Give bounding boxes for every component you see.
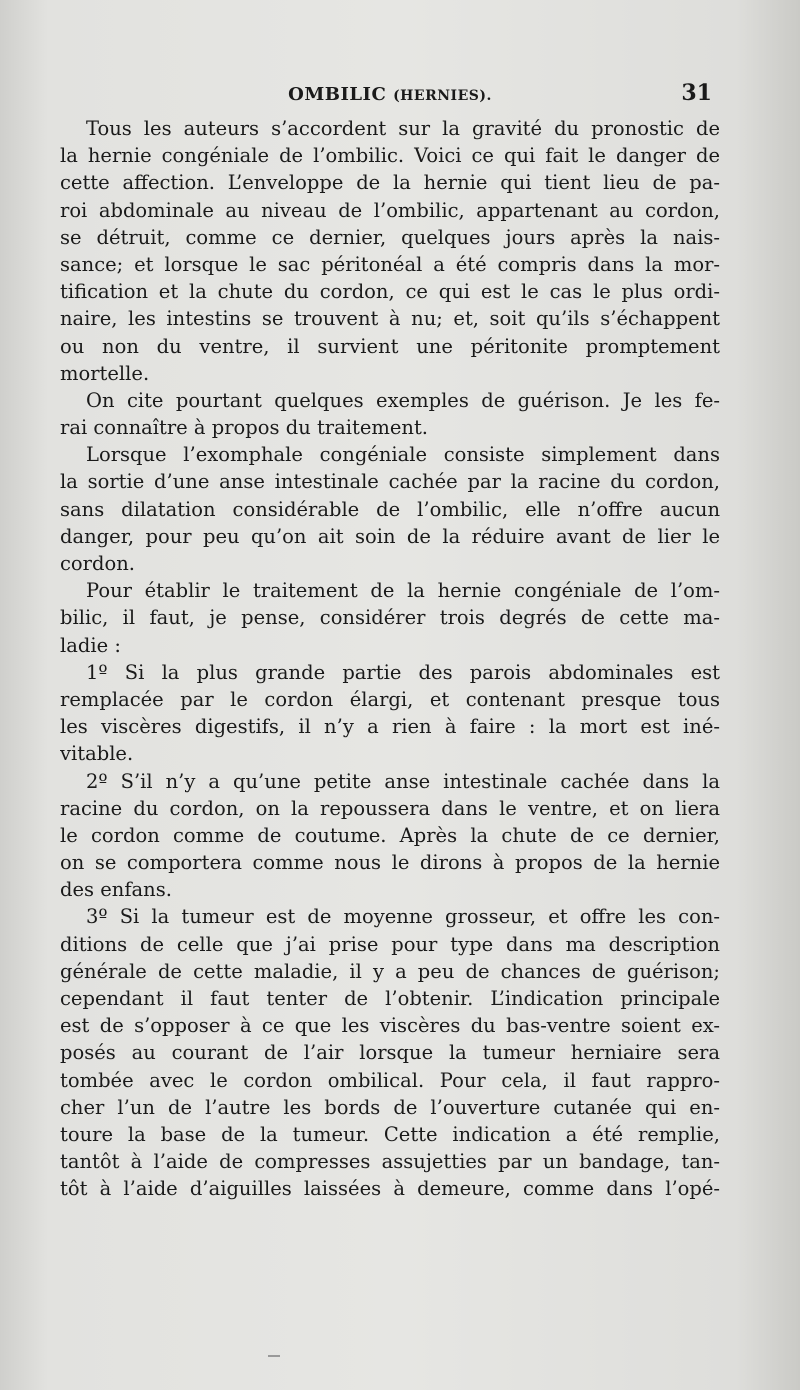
text-line: mortelle. bbox=[60, 361, 150, 385]
text-line: 1º Si la plus grande partie des parois abdominales est bbox=[86, 660, 720, 684]
page-number: 31 bbox=[681, 80, 712, 106]
text-line: se détruit, comme ce dernier, quelques jours après la nais- bbox=[60, 225, 720, 249]
text-line: ou non du ventre, il survient une péritonite promptement bbox=[60, 334, 720, 358]
text-line: la sortie d’une anse intestinale cachée par la racine du cordon, bbox=[60, 470, 720, 494]
text-line: tification et la chute du cordon, ce qui est le cas le plus ordi- bbox=[60, 280, 720, 304]
text-line: Tous les auteurs s’accordent sur la gravité du pronostic de bbox=[86, 117, 720, 140]
text-line: cette affection. L’enveloppe de la hernie qui tient lieu de pa- bbox=[60, 171, 720, 195]
text-line: danger, pour peu qu’on ait soin de la réduire avant de lier le bbox=[60, 524, 720, 548]
print-mark bbox=[268, 1355, 280, 1357]
text-line: rai connaître à propos du traitement. bbox=[60, 416, 428, 440]
text-line: bilic, il faut, je pense, considérer trois degrés de cette ma- bbox=[60, 606, 720, 630]
body-text bbox=[60, 115, 720, 1203]
text-line: sance; et lorsque le sac péritonéal a été compris dans la mor- bbox=[60, 252, 720, 276]
text-line: cher l’un de l’autre les bords de l’ouverture cutanée qui en- bbox=[60, 1095, 720, 1119]
text-line: 3º Si la tumeur est de moyenne grosseur, et offre les con- bbox=[86, 905, 720, 929]
text-line: les viscères digestifs, il n’y a rien à faire : la mort est iné- bbox=[60, 715, 720, 739]
running-head bbox=[60, 84, 720, 105]
text-line: roi abdominale au niveau de l’ombilic, appartenant au cordon, bbox=[60, 198, 720, 222]
text-line: est de s’opposer à ce que les viscères du bas-ventre soient ex- bbox=[60, 1014, 720, 1038]
running-head-title: OMBILIC bbox=[288, 84, 387, 105]
text-line: remplacée par le cordon élargi, et contenant presque tous bbox=[60, 687, 720, 711]
text-line: tôt à l’aide d’aiguilles laissées à demeure, comme dans l’opé- bbox=[60, 1177, 720, 1201]
text-line: le cordon comme de coutume. Après la chute de ce dernier, bbox=[60, 823, 720, 847]
text-line: on se comportera comme nous le dirons à propos de la hernie bbox=[60, 851, 720, 875]
text-line: vitable. bbox=[60, 742, 134, 766]
text-line: ditions de celle que j’ai prise pour type dans ma description bbox=[60, 932, 720, 956]
text-line: 2º S’il n’y a qu’une petite anse intestinale cachée dans la bbox=[86, 769, 720, 793]
text-line: cependant il faut tenter de l’obtenir. L’indication principale bbox=[60, 987, 720, 1010]
text-line: posés au courant de l’air lorsque la tumeur herniaire sera bbox=[60, 1041, 720, 1065]
text-line: tombée avec le cordon ombilical. Pour cela, il faut rappro- bbox=[60, 1068, 720, 1092]
text-line: des enfans. bbox=[60, 878, 172, 902]
page-header bbox=[60, 80, 720, 110]
text-line: la hernie congéniale de l’ombilic. Voici ce qui fait le danger de bbox=[60, 144, 720, 168]
text-line: racine du cordon, on la repoussera dans le ventre, et on liera bbox=[60, 796, 720, 820]
text-line: générale de cette maladie, il y a peu de chances de guérison; bbox=[60, 959, 720, 983]
text-line: naire, les intestins se trouvent à nu; et, soit qu’ils s’échappent bbox=[60, 307, 720, 331]
text-line: On cite pourtant quelques exemples de guérison. Je les fe- bbox=[86, 388, 720, 412]
text-line: toure la base de la tumeur. Cette indication a été remplie, bbox=[60, 1122, 720, 1146]
text-line: sans dilatation considérable de l’ombilic, elle n’offre aucun bbox=[60, 497, 720, 521]
text-line: cordon. bbox=[60, 552, 135, 575]
text-line: Lorsque l’exomphale congéniale consiste simplement dans bbox=[86, 443, 720, 467]
text-line: Pour établir le traitement de la hernie congéniale de l’om- bbox=[86, 579, 720, 603]
running-head-subtitle: (HERNIES). bbox=[393, 88, 492, 104]
text-line: ladie : bbox=[60, 633, 121, 657]
text-line: tantôt à l’aide de compresses assujetties par un bandage, tan- bbox=[60, 1150, 720, 1174]
